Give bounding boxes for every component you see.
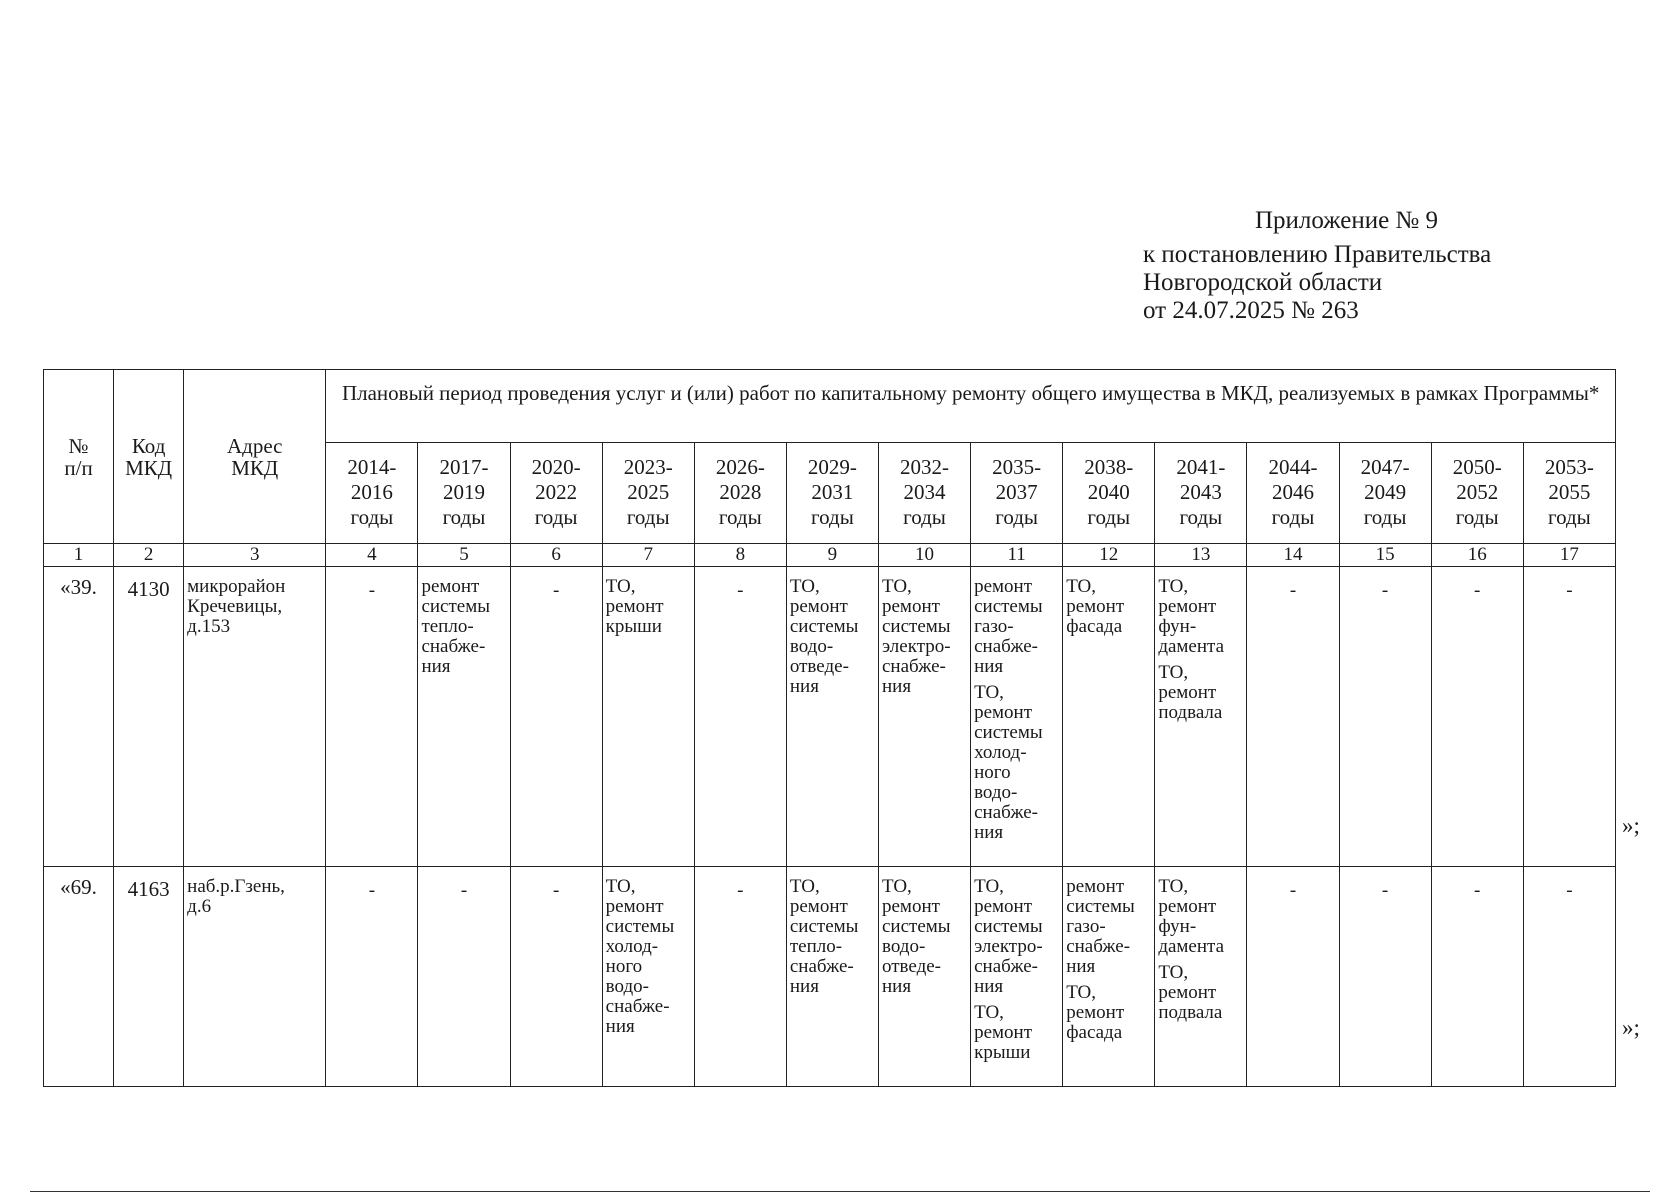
column-number: 5 (418, 544, 510, 567)
column-number: 11 (971, 544, 1063, 567)
appendix-line: от 24.07.2025 № 263 (1143, 297, 1359, 324)
column-number: 1 (44, 544, 114, 567)
period-header: 2050- 2052 годы (1431, 443, 1523, 544)
period-work-cell (1431, 567, 1523, 867)
period-header: 2047- 2049 годы (1339, 443, 1431, 544)
period-work-cell (1155, 867, 1247, 1087)
period-work-cell (878, 567, 970, 867)
period-work-cell (1063, 867, 1155, 1087)
row-number: «39. (44, 567, 114, 867)
no-work-dash: - (552, 580, 560, 601)
period-work-cell (1155, 567, 1247, 867)
no-work-dash: - (1381, 580, 1389, 601)
work-item: ремонт системы газо- снабже- ния (1066, 876, 1135, 977)
appendix-line: к постановлению Правительства (1143, 241, 1492, 268)
work-item: ТО, ремонт фасада (1066, 576, 1125, 637)
work-item: ТО, ремонт системы электро- снабже- ния (881, 576, 951, 697)
no-work-dash: - (552, 880, 560, 901)
column-number: 16 (1431, 544, 1523, 567)
no-work-dash: - (1474, 580, 1481, 601)
repair-program-table (43, 369, 1616, 1087)
period-work-cell (326, 867, 418, 1087)
period-header: 2041- 2043 годы (1155, 443, 1247, 544)
work-item: ТО, ремонт системы водо- отведе- ния (881, 876, 951, 997)
column-header-number: № п/п (44, 370, 114, 544)
work-item: ТО, ремонт фун- дамента (1158, 576, 1225, 657)
appendix-number: Приложение № 9 (1255, 207, 1439, 234)
table-row (44, 867, 1616, 1087)
no-work-dash: - (460, 880, 468, 901)
period-work-cell (418, 867, 510, 1087)
period-work-cell (1431, 867, 1523, 1087)
period-work-cell (510, 867, 602, 1087)
period-header: 2053- 2055 годы (1523, 443, 1615, 544)
period-work-cell (1339, 567, 1431, 867)
period-work-cell (602, 567, 694, 867)
column-number: 17 (1523, 544, 1615, 567)
column-number: 12 (1063, 544, 1155, 567)
period-header: 2029- 2031 годы (786, 443, 878, 544)
no-work-dash: - (368, 880, 376, 901)
period-group-header: Плановый период проведения услуг и (или) работ по капитальному ремонту общего имущества в МКД, реализуемых в рамках Программы* (326, 370, 1616, 443)
no-work-dash: - (368, 580, 376, 601)
column-header-code: Код МКД (114, 370, 184, 544)
period-header: 2026- 2028 годы (694, 443, 786, 544)
period-header: 2023- 2025 годы (602, 443, 694, 544)
period-work-cell (418, 567, 510, 867)
period-header: 2020- 2022 годы (510, 443, 602, 544)
period-header: 2038- 2040 годы (1063, 443, 1155, 544)
building-address: микрорайон Кречевицы, д.153 (184, 567, 326, 867)
appendix-line: Новгородской области (1143, 269, 1383, 296)
period-work-cell (694, 867, 786, 1087)
work-item: ТО, ремонт системы тепло- снабже- ния (789, 876, 859, 997)
period-work-cell (510, 567, 602, 867)
work-item: ТО, ремонт системы холод- ного водо- снабже- ния (974, 682, 1043, 843)
no-work-dash: - (737, 880, 744, 901)
no-work-dash: - (1289, 580, 1297, 601)
period-work-cell (1523, 567, 1615, 867)
period-work-cell (786, 867, 878, 1087)
column-number: 8 (694, 544, 786, 567)
column-number: 14 (1247, 544, 1339, 567)
period-work-cell (694, 567, 786, 867)
building-code: 4163 (114, 867, 184, 1087)
column-number: 7 (602, 544, 694, 567)
column-number: 3 (184, 544, 326, 567)
appendix-header (1143, 207, 1523, 325)
no-work-dash: - (1566, 580, 1573, 601)
column-number: 13 (1155, 544, 1247, 567)
column-number: 4 (326, 544, 418, 567)
period-work-cell (1063, 567, 1155, 867)
closing-quote-mark: »; (1622, 813, 1640, 838)
work-item: ТО, ремонт подвала (1158, 962, 1223, 1023)
work-item: ТО, ремонт системы холод- ного водо- снабже- ния (605, 876, 675, 1037)
period-work-cell (326, 567, 418, 867)
row-number: «69. (44, 867, 114, 1087)
period-work-cell (786, 567, 878, 867)
building-code: 4130 (114, 567, 184, 867)
period-header: 2035- 2037 годы (971, 443, 1063, 544)
no-work-dash: - (1381, 880, 1389, 901)
column-number: 15 (1339, 544, 1431, 567)
period-work-cell (1247, 867, 1339, 1087)
period-work-cell (1523, 867, 1615, 1087)
work-item: ТО, ремонт фасада (1066, 982, 1125, 1043)
work-item: ТО, ремонт крыши (605, 576, 664, 637)
work-item: ремонт системы газо- снабже- ния (974, 576, 1043, 677)
work-item: ремонт системы тепло- снабже- ния (421, 576, 490, 677)
building-address: наб.р.Гзень, д.6 (184, 867, 326, 1087)
no-work-dash: - (737, 580, 744, 601)
period-header: 2017- 2019 годы (418, 443, 510, 544)
no-work-dash: - (1474, 880, 1481, 901)
column-number: 2 (114, 544, 184, 567)
work-item: ТО, ремонт системы водо- отведе- ния (789, 576, 859, 697)
column-number: 9 (786, 544, 878, 567)
period-work-cell (1247, 567, 1339, 867)
period-header: 2014- 2016 годы (326, 443, 418, 544)
no-work-dash: - (1289, 880, 1297, 901)
column-header-address: Адрес МКД (184, 370, 326, 544)
table-row (44, 567, 1616, 867)
period-header: 2044- 2046 годы (1247, 443, 1339, 544)
period-work-cell (971, 867, 1063, 1087)
page-bottom-rule (30, 1191, 1650, 1192)
period-work-cell (971, 567, 1063, 867)
closing-quote-mark: »; (1622, 1015, 1640, 1040)
work-item: ТО, ремонт подвала (1158, 662, 1223, 723)
period-work-cell (878, 867, 970, 1087)
work-item: ТО, ремонт системы электро- снабже- ния (974, 876, 1043, 997)
column-number: 6 (510, 544, 602, 567)
work-item: ТО, ремонт фун- дамента (1158, 876, 1225, 957)
period-header: 2032- 2034 годы (878, 443, 970, 544)
column-number: 10 (878, 544, 970, 567)
work-item: ТО, ремонт крыши (974, 1002, 1033, 1063)
period-work-cell (1339, 867, 1431, 1087)
no-work-dash: - (1566, 880, 1573, 901)
period-work-cell (602, 867, 694, 1087)
